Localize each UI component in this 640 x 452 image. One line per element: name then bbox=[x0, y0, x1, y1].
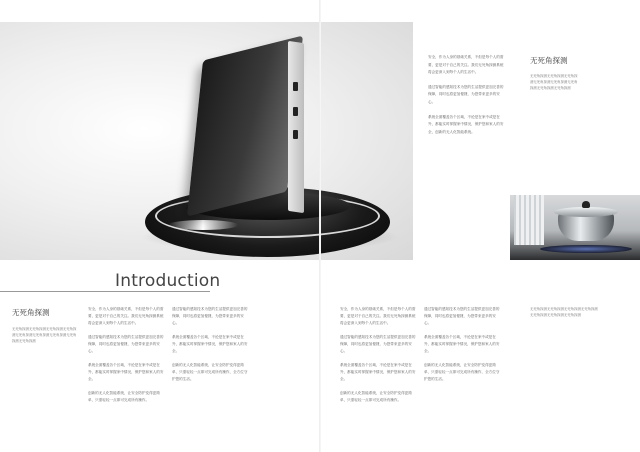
paragraph: 通过智能的感知技术为您的生活提供更加完善的保障，同时也将更加便捷，为您带来更多的安心。 bbox=[88, 335, 164, 353]
paragraph: 通过智能的感知技术为您的生活提供更加完善的保障，同时也将更加便捷，为您带来更多的安心。 bbox=[428, 84, 504, 104]
burner-flame bbox=[540, 245, 632, 253]
aside-text: 无死角探测无死角探测无死角探测无死角探测无死角探测无死角探测无死角探测无死角探测 bbox=[530, 74, 578, 90]
paragraph: 系统全面覆盖各个区域，不论是在家中或是在外，都能实时掌握家中情况，保护您和家人的安全。 bbox=[88, 363, 164, 381]
right-column-1 bbox=[340, 306, 418, 411]
port-icon bbox=[293, 82, 298, 91]
paragraph: 通过智能的感知技术为您的生活提供更加完善的保障，同时也将更加便捷，为您带来更多的安心。 bbox=[424, 307, 500, 325]
paragraph: 通过智能的感知技术为您的生活提供更加完善的保障，同时也将更加便捷，为您带来更多的安心。 bbox=[172, 307, 248, 325]
port-icon bbox=[293, 130, 298, 139]
port-icon bbox=[293, 107, 298, 116]
paragraph: 系统全面覆盖各个区域，不论是在家中或是在外，都能实时掌握家中情况，保护您和家人的安全。 bbox=[340, 363, 416, 381]
divider bbox=[0, 291, 210, 292]
right-column-2 bbox=[424, 306, 502, 390]
cooking-pot-photo bbox=[510, 195, 640, 260]
paragraph: 系统全面覆盖各个区域，不论是在家中或是在外，都能实时掌握家中情况，保护您和家人的安全。 bbox=[172, 335, 248, 353]
section-title: 无死角探测 bbox=[530, 56, 568, 65]
section-title: 无死角探测 bbox=[12, 308, 50, 317]
left-column-1 bbox=[88, 306, 166, 411]
paragraph: 通过智能的感知技术为您的生活提供更加完善的保障，同时也将更加便捷，为您带来更多的安心。 bbox=[340, 335, 416, 353]
dock-glare bbox=[168, 220, 238, 230]
right-top-column bbox=[428, 54, 504, 143]
page-gutter bbox=[319, 0, 321, 452]
intro-title: Introduction bbox=[115, 271, 221, 291]
utensils bbox=[514, 195, 544, 245]
left-column-2 bbox=[172, 306, 250, 390]
paragraph: 创新的无人化智能系统，让安全防护变得更简单，只需轻轻一点即可完成所有操作，全方位守护您的生活。 bbox=[172, 363, 248, 381]
tablet-dock-photo bbox=[0, 22, 413, 260]
aside-text: 无死角探测无死角探测无死角探测无死角探测无死角探测无死角探测无死角探测 bbox=[530, 307, 598, 317]
paragraph: 创新的无人化智能系统，让安全防护变得更简单，只需轻轻一点即可完成所有操作。 bbox=[88, 391, 160, 402]
pot-knob bbox=[582, 201, 590, 208]
pot-body bbox=[558, 213, 614, 241]
paragraph: 创新的无人化智能系统，让安全防护变得更简单，只需轻轻一点即可完成所有操作。 bbox=[340, 391, 412, 402]
aside-text: 无死角探测无死角探测无死角探测无死角探测无死角探测无死角探测无死角探测无死角探测无死角探测 bbox=[12, 327, 77, 343]
pot-lid bbox=[554, 207, 618, 217]
paragraph: 系统全面覆盖各个区域，不论是在家中或是在外，都能实时掌握家中情况，保护您和家人的安全。 bbox=[424, 335, 500, 353]
paragraph: 安全，作为人身的基础关系，不但是每个人的需要，更是对于自己的关注。我们无死角探测系统将会更深入到每个人的生活中。 bbox=[428, 55, 504, 75]
paragraph: 安全，作为人身的基础关系，不但是每个人的需要，更是对于自己的关注。我们无死角探测系统将会更深入到每个人的生活中。 bbox=[88, 307, 164, 325]
paragraph: 系统全面覆盖各个区域，不论是在家中或是在外，都能实时掌握家中情况，保护您和家人的安全，创新的无人化智能系统。 bbox=[428, 114, 504, 134]
tablet-screen bbox=[187, 36, 303, 217]
tablet-edge bbox=[288, 41, 304, 213]
paragraph: 创新的无人化智能系统，让安全防护变得更简单，只需轻轻一点即可完成所有操作，全方位守护您的生活。 bbox=[424, 363, 500, 381]
paragraph: 安全，作为人身的基础关系，不但是每个人的需要，更是对于自己的关注。我们无死角探测系统将会更深入到每个人的生活中。 bbox=[340, 307, 416, 325]
